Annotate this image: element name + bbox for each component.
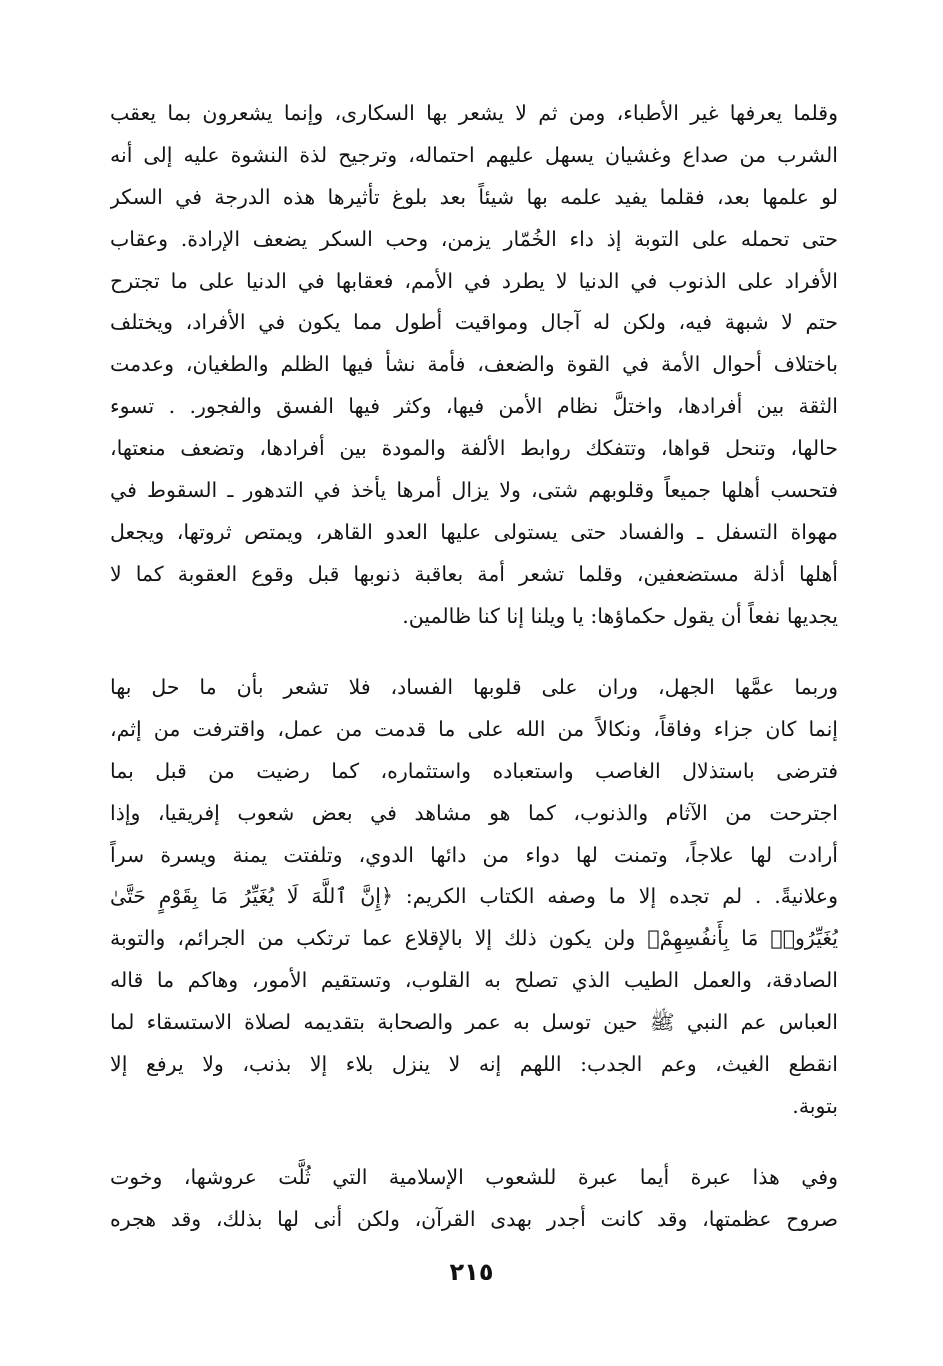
text-line: إنما كان جزاء وفاقاً، ونكالاً من الله على ما قدمت من عمل، واقترفت من إثم، — [110, 716, 838, 741]
text-line: حالها، وتنحل قواها، وتتفكك روابط الألفة والمودة بين أفرادها، وتضعف منعتها، — [110, 436, 838, 461]
text-line: وقلما يعرفها غير الأطباء، ومن ثم لا يشعر بها السكارى، وإنما يشعرون بما يعقب — [110, 101, 838, 125]
text-line: أرادت لها علاجاً، وتمنت لها دواء من دائها الدوي، وتلفتت يمنة ويسرة سراً — [110, 842, 838, 867]
text-line: يُغَيِّرُوا۟ مَا بِأَنفُسِهِمْ﴾ ولن يكون ذلك إلا بالإقلاع عما ترتكب من الجرائم، والتوبة — [110, 926, 838, 951]
page-number: ٢١٥ — [449, 1258, 494, 1286]
text-line: العباس عم النبي ﷺ حين توسل به عمر والصحابة بتقديمه لصلاة الاستسقاء لما — [110, 1010, 838, 1035]
text-line: بتوبة. — [792, 1093, 838, 1118]
paragraph-2 — [110, 667, 838, 1128]
text-line: باختلاف أحوال الأمة في القوة والضعف، فأمة نشأ فيها الظلم والطغيان، وعدمت — [110, 352, 838, 377]
text-line: وفي هذا عبرة أيما عبرة للشعوب الإسلامية التي ثُلَّت عروشها، وخوت — [110, 1165, 838, 1189]
text-line: فترضى باستذلال الغاصب واستعباده واستثماره، كما رضيت من قبل بما — [110, 758, 838, 783]
text-line: صروح عظمتها، وقد كانت أجدر بهدى القرآن، ولكن أنى لها بذلك، وقد هجره — [110, 1206, 838, 1231]
paragraph-3 — [110, 1157, 838, 1241]
text-line: الأفراد على الذنوب في الدنيا لا يطرد في الأمم، فعقابها في الدنيا على ما تجترح — [110, 268, 838, 293]
paragraph-1 — [110, 93, 838, 638]
text-line: الشرب من صداع وغشيان يسهل عليهم احتماله، وترجيح لذة النشوة عليه إلى أنه — [110, 142, 838, 167]
text-line: حتم لا شبهة فيه، ولكن له آجال ومواقيت أطول مما يكون في الأفراد، ويختلف — [110, 310, 838, 335]
text-line: وعلانيةً. . لم تجده إلا ما وصفه الكتاب الكريم: ﴿إِنَّ ٱللَّهَ لَا يُغَيِّرُ مَا بِقَوْمٍ حَتَّىٰ — [110, 884, 838, 909]
text-line: الثقة بين أفرادها، واختلَّ نظام الأمن فيها، وكثر فيها الفسق والفجور. . تسوء — [110, 394, 838, 419]
text-line: يجديها نفعاً أن يقول حكماؤها: يا ويلنا إنا كنا ظالمين. — [402, 603, 838, 628]
text-line: انقطع الغيث، وعم الجدب: اللهم إنه لا ينزل بلاء إلا بذنب، ولا يرفع إلا — [110, 1052, 838, 1077]
text-line: مهواة التسفل ـ والفساد حتى يستولى عليها العدو القاهر، ويمتص ثروتها، ويجعل — [110, 519, 838, 544]
text-line: اجترحت من الآثام والذنوب، كما هو مشاهد في بعض شعوب إفريقيا، وإذا — [110, 800, 838, 825]
text-line: الصادقة، والعمل الطيب الذي تصلح به القلوب، وتستقيم الأمور، وهاكم ما قاله — [110, 968, 838, 993]
text-line: لو علمها بعد، فقلما يفيد علمه بها شيئاً بعد بلوغ تأثيرها هذه الدرجة في السكر — [110, 184, 838, 209]
text-line: حتى تحمله على التوبة إذ داء الخُمّار يزمن، وحب السكر يضعف الإرادة. وعقاب — [110, 226, 838, 251]
text-line: أهلها أذلة مستضعفين، وقلما تشعر أمة بعاقبة ذنوبها قبل وقوع العقوبة كما لا — [110, 561, 838, 586]
text-line: وربما عمَّها الجهل، وران على قلوبها الفساد، فلا تشعر بأن ما حل بها — [110, 675, 838, 699]
text-line: فتحسب أهلها جميعاً وقلوبهم شتى، ولا يزال أمرها يأخذ في التدهور ـ السقوط في — [110, 478, 838, 503]
